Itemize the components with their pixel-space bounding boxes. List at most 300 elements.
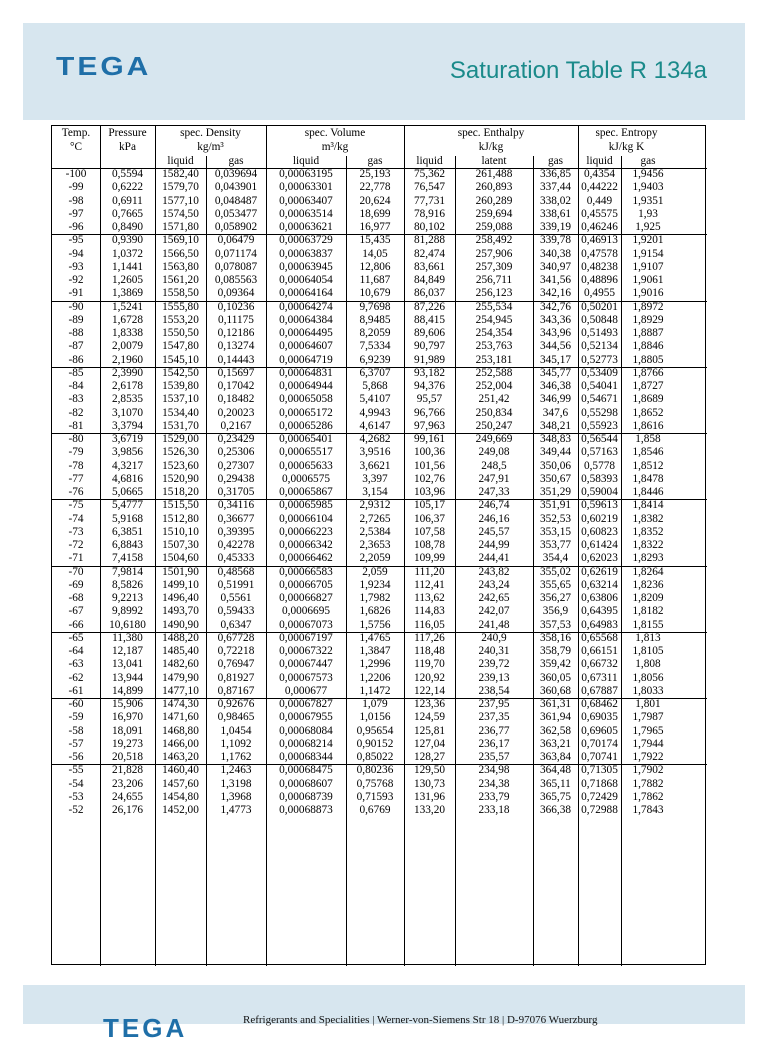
table-cell: 258,492: [475, 234, 513, 247]
table-cell: 109,99: [413, 552, 446, 565]
table-cell: 81,288: [413, 234, 446, 247]
table-cell: 0,50848: [581, 313, 618, 326]
tega-logo: TEGA: [56, 53, 152, 82]
table-cell: 1,8616: [632, 419, 664, 432]
table-cell: 1561,20: [162, 274, 199, 286]
table-cell: 9,7698: [359, 300, 391, 313]
pressure-header: Pressure: [108, 127, 147, 139]
table-cell: 234,38: [478, 777, 510, 790]
table-cell: -73: [68, 525, 84, 538]
table-cell: 0,039694: [214, 168, 258, 180]
table-cell: 1574,50: [162, 207, 199, 220]
table-cell: 3,9516: [359, 446, 391, 459]
table-cell: 0,00064495: [279, 327, 333, 339]
table-cell: 1,8182: [632, 605, 664, 618]
table-cell: -91: [68, 287, 84, 300]
table-cell: 0,00063514: [279, 207, 333, 220]
table-cell: 1485,40: [162, 645, 199, 657]
table-cell: 0,69035: [581, 711, 618, 724]
table-cell: 1,9016: [632, 287, 664, 300]
table-cell: 0,50201: [581, 300, 618, 313]
table-cell: 1,2206: [359, 671, 391, 684]
table-cell: 0,67887: [581, 684, 618, 697]
table-cell: 354,4: [542, 552, 569, 565]
table-cell: 0,048487: [214, 194, 258, 207]
entropy-unit: kJ/kg K: [608, 141, 645, 153]
entropy-gas-sub: gas: [640, 155, 656, 167]
table-cell: 239,72: [478, 658, 510, 671]
table-cell: -55: [68, 764, 84, 777]
table-cell: 0,00068475: [279, 764, 333, 777]
table-cell: 259,694: [475, 207, 513, 220]
table-cell: 339,19: [539, 221, 572, 233]
table-cell: 0,09364: [217, 287, 255, 300]
table-cell: 0,48896: [581, 274, 618, 286]
table-cell: 5,868: [362, 380, 388, 392]
table-cell: 0,7665: [111, 207, 144, 220]
table-cell: 1,8689: [632, 393, 664, 406]
table-cell: 0,00063195: [279, 168, 333, 180]
table-cell: -60: [68, 698, 84, 710]
table-cell: 0,449: [586, 194, 613, 207]
table-cell: 0,45575: [581, 207, 618, 220]
table-cell: 1,2996: [359, 658, 391, 671]
table-cell: 248,5: [481, 459, 507, 472]
table-cell: 0,00064831: [279, 366, 333, 379]
table-cell: 14,899: [111, 684, 144, 697]
table-cell: 4,9943: [359, 406, 391, 419]
table-cell: 0,00065867: [279, 486, 333, 498]
temp-unit: °C: [69, 141, 83, 153]
table-cell: 0,71305: [581, 764, 618, 777]
table-cell: 241,48: [478, 618, 510, 631]
table-cell: 1558,50: [162, 287, 199, 300]
table-cell: 0,00064054: [279, 274, 333, 286]
table-cell: 357,53: [539, 618, 572, 631]
footer-address: Refrigerants and Specialities | Werner-von-Siemens Str 18 | D-97076 Wuerzburg: [243, 1014, 598, 1026]
table-cell: 339,78: [539, 234, 572, 247]
table-cell: 2,5384: [359, 525, 391, 538]
table-cell: 0,68462: [581, 698, 618, 710]
table-cell: 0,55298: [581, 406, 618, 419]
table-cell: 0,98465: [217, 711, 255, 724]
table-cell: 86,037: [413, 287, 446, 300]
table-cell: -80: [68, 433, 84, 445]
table-grid-lines: [52, 126, 707, 966]
table-cell: 131,96: [413, 790, 446, 803]
entropy-liquid-sub: liquid: [586, 155, 613, 167]
table-cell: 250,247: [475, 419, 513, 432]
table-cell: 1,0156: [359, 711, 391, 724]
table-cell: 0,00066462: [279, 552, 333, 565]
table-cell: 1,9201: [632, 234, 664, 247]
table-cell: 244,41: [478, 552, 510, 565]
table-cell: 1,8105: [632, 645, 664, 657]
table-cell: 0,44222: [581, 181, 618, 194]
saturation-table: [51, 125, 706, 965]
enthalpy-gas-sub: gas: [547, 155, 564, 167]
table-cell: 0,00065286: [279, 419, 333, 432]
table-cell: -70: [68, 565, 84, 578]
table-cell: -95: [68, 234, 84, 247]
table-cell: 103,96: [413, 486, 446, 498]
table-cell: 1,8033: [632, 684, 664, 697]
table-cell: 0,00064164: [279, 287, 333, 300]
table-cell: -85: [68, 366, 84, 379]
table-cell: 359,42: [539, 658, 572, 671]
table-cell: 0,46246: [581, 221, 618, 233]
table-cell: 94,376: [413, 380, 446, 392]
table-cell: 356,27: [539, 592, 572, 604]
table-cell: 352,53: [539, 512, 572, 525]
table-cell: 0,4955: [583, 287, 616, 300]
table-cell: 0,72988: [581, 804, 618, 816]
table-cell: 0,55923: [581, 419, 618, 432]
table-cell: 87,226: [413, 300, 446, 313]
table-cell: 8,5826: [111, 578, 144, 591]
table-cell: 118,48: [414, 645, 445, 657]
table-cell: 0,90152: [356, 737, 394, 750]
table-cell: 0,5594: [111, 168, 144, 180]
table-cell: 0,62023: [581, 552, 618, 565]
table-cell: 2,7265: [359, 512, 391, 525]
table-cell: -72: [68, 539, 84, 551]
table-cell: 238,54: [478, 684, 510, 697]
table-cell: 1563,80: [162, 260, 199, 273]
table-cell: 1477,10: [162, 684, 199, 697]
table-cell: 83,661: [413, 260, 446, 273]
table-cell: -94: [68, 247, 84, 260]
table-cell: 25,193: [359, 168, 391, 180]
table-cell: 1,8236: [632, 578, 664, 591]
table-cell: 233,79: [478, 790, 510, 803]
table-cell: 76,547: [413, 181, 446, 194]
table-cell: 249,669: [475, 433, 513, 445]
table-cell: -54: [68, 777, 84, 790]
table-cell: 0,5778: [583, 459, 616, 472]
table-cell: 1,1441: [111, 260, 144, 273]
table-cell: 2,6178: [111, 380, 144, 392]
table-cell: 0,66732: [581, 658, 618, 671]
table-cell: -63: [68, 658, 84, 671]
table-cell: 0,4354: [583, 168, 616, 180]
table-cell: 1,6728: [111, 313, 144, 326]
table-cell: 0,071174: [215, 247, 257, 260]
table-cell: 254,354: [475, 327, 513, 339]
table-cell: 113,62: [414, 592, 445, 604]
table-cell: 252,004: [475, 380, 513, 392]
table-cell: 0,67728: [217, 631, 255, 644]
table-cell: 0,85022: [356, 751, 394, 763]
table-cell: 26,176: [111, 804, 144, 816]
table-cell: -83: [68, 393, 84, 406]
table-cell: 122,14: [413, 684, 446, 697]
table-cell: 15,906: [111, 698, 144, 710]
table-cell: 366,38: [539, 804, 572, 816]
table-cell: 93,182: [413, 366, 446, 379]
table-cell: 348,21: [539, 419, 572, 432]
table-cell: 0,51991: [217, 578, 255, 591]
table-cell: 1529,00: [162, 433, 199, 445]
table-cell: 0,6911: [112, 194, 143, 207]
table-cell: 0,72218: [217, 645, 255, 657]
table-cell: 0,87167: [217, 684, 255, 697]
table-cell: 0,00065985: [279, 499, 333, 512]
table-cell: 0,00068607: [279, 777, 333, 790]
table-cell: 256,123: [475, 287, 513, 300]
volume-gas-sub: gas: [367, 155, 383, 167]
table-cell: 1,5241: [111, 300, 144, 313]
table-cell: 1,813: [635, 631, 661, 644]
table-cell: 4,6816: [111, 472, 144, 485]
table-cell: 1,8446: [632, 486, 664, 498]
table-cell: 1507,30: [162, 539, 199, 551]
table-cell: 2,8535: [111, 393, 144, 406]
table-cell: 249,08: [478, 446, 510, 459]
volume-header: spec. Volume: [304, 127, 366, 139]
table-cell: 1550,50: [162, 327, 199, 339]
table-cell: 7,4158: [111, 552, 144, 565]
table-cell: 1,8846: [632, 340, 664, 353]
table-cell: 1,9107: [632, 260, 664, 273]
table-cell: 237,95: [478, 698, 510, 710]
table-cell: 6,3707: [359, 366, 391, 379]
table-cell: -59: [68, 711, 84, 724]
table-cell: 3,1070: [111, 406, 144, 419]
table-cell: 102,76: [413, 472, 446, 485]
table-cell: 13,041: [111, 658, 144, 671]
table-cell: 362,58: [539, 724, 572, 737]
table-cell: 349,44: [539, 446, 572, 459]
table-cell: 0,00064719: [279, 353, 333, 366]
table-cell: 1526,30: [162, 446, 199, 459]
table-cell: -87: [68, 340, 84, 353]
table-cell: 0,000677: [284, 684, 328, 697]
table-cell: 108,78: [413, 539, 446, 551]
table-cell: 1501,90: [162, 565, 199, 578]
table-cell: 0,0006695: [281, 605, 330, 618]
table-cell: 106,37: [413, 512, 446, 525]
table-cell: 1,3198: [220, 777, 252, 790]
table-cell: 1,7882: [632, 777, 664, 790]
table-cell: 0,34116: [217, 499, 255, 512]
table-cell: 12,806: [359, 260, 391, 273]
table-cell: 0,00066705: [279, 578, 333, 591]
table-cell: 243,82: [478, 565, 510, 578]
table-cell: 2,1960: [111, 353, 144, 366]
table-cell: 361,94: [539, 711, 572, 724]
table-cell: 107,58: [413, 525, 446, 538]
table-cell: 0,00067955: [279, 711, 333, 724]
entropy-header: spec. Entropy: [595, 127, 658, 139]
table-cell: 353,15: [539, 525, 572, 538]
table-cell: 0,00067197: [279, 631, 333, 644]
table-cell: 129,50: [413, 764, 446, 777]
table-cell: 1,7982: [359, 592, 391, 604]
table-cell: -97: [68, 207, 84, 220]
table-cell: 0,31705: [217, 486, 255, 498]
table-cell: -71: [68, 552, 84, 565]
table-cell: 119,70: [414, 658, 445, 671]
table-cell: 0,66151: [581, 645, 618, 657]
table-cell: 75,362: [413, 168, 446, 180]
table-cell: 5,4777: [111, 499, 144, 512]
table-cell: 1,8887: [632, 327, 664, 339]
table-cell: 363,84: [539, 751, 572, 763]
table-cell: -88: [68, 327, 84, 339]
table-cell: 0,00067573: [279, 671, 333, 684]
table-cell: 0,63806: [581, 592, 618, 604]
table-cell: -64: [68, 645, 84, 657]
table-cell: 0,59433: [217, 605, 255, 618]
table-cell: 1,858: [635, 433, 661, 445]
table-cell: 0,20023: [217, 406, 255, 419]
table-cell: 12,187: [111, 645, 144, 657]
table-cell: 8,9485: [359, 313, 391, 326]
table-cell: -92: [68, 274, 84, 286]
table-cell: 0,6222: [111, 181, 144, 194]
table-cell: 0,95654: [356, 724, 394, 737]
table-cell: 0,54671: [581, 393, 618, 406]
table-cell: 0,57163: [581, 446, 618, 459]
table-cell: 0,00068873: [279, 804, 333, 816]
table-cell: 0,10236: [217, 300, 255, 313]
table-cell: -100: [65, 168, 87, 180]
table-cell: 1496,40: [162, 592, 199, 604]
table-cell: 0,8490: [111, 221, 144, 233]
table-cell: 364,48: [539, 764, 572, 777]
table-cell: 116,05: [414, 618, 445, 631]
table-cell: 7,5334: [359, 340, 391, 353]
table-cell: 360,05: [539, 671, 572, 684]
table-cell: 1,3847: [359, 645, 391, 657]
table-cell: 0,48238: [581, 260, 618, 273]
table-cell: 240,31: [478, 645, 510, 657]
enthalpy-unit: kJ/kg: [478, 141, 504, 153]
table-cell: 0,60823: [581, 525, 618, 538]
table-cell: 1,925: [635, 221, 661, 233]
table-cell: 0,46913: [581, 234, 618, 247]
table-cell: 0,00063945: [279, 260, 333, 273]
table-cell: 78,916: [413, 207, 446, 220]
table-cell: 18,091: [111, 724, 144, 737]
table-cell: 1,801: [635, 698, 661, 710]
table-cell: 345,77: [539, 366, 572, 379]
table-cell: 0,75768: [356, 777, 394, 790]
table-cell: 90,797: [413, 340, 446, 353]
table-cell: -86: [68, 353, 84, 366]
table-cell: -66: [68, 618, 84, 631]
page-footer: [23, 985, 745, 1043]
table-cell: 0,27307: [217, 459, 255, 472]
table-cell: -67: [68, 605, 84, 618]
table-cell: 3,397: [362, 472, 388, 485]
table-cell: 1,8512: [632, 459, 664, 472]
table-cell: 0,00066583: [279, 565, 333, 578]
table-cell: 235,57: [478, 751, 510, 763]
table-cell: 0,12186: [217, 327, 255, 339]
table-cell: 1545,10: [162, 353, 199, 366]
table-cell: -56: [68, 751, 84, 763]
table-cell: 1534,40: [162, 406, 199, 419]
table-cell: 0,00067447: [279, 658, 333, 671]
table-cell: 0,06479: [217, 234, 255, 247]
table-cell: 0,00063301: [279, 181, 333, 194]
table-cell: 0,00067827: [279, 698, 333, 710]
table-cell: 3,9856: [111, 446, 144, 459]
table-cell: 13,944: [111, 671, 144, 684]
table-cell: 15,435: [359, 234, 391, 247]
table-cell: 1,3968: [220, 790, 252, 803]
table-cell: 358,16: [539, 631, 572, 644]
table-cell: 1,9061: [632, 274, 664, 286]
table-cell: -76: [68, 486, 84, 498]
table-cell: 0,70741: [581, 751, 618, 763]
table-cell: 340,97: [539, 260, 572, 273]
table-cell: -93: [68, 260, 84, 273]
table-cell: 1542,50: [162, 366, 199, 379]
table-cell: 247,33: [478, 486, 510, 498]
density-unit: kg/m³: [197, 141, 224, 153]
table-cell: 1,8264: [632, 565, 664, 578]
table-cell: 0,043901: [214, 181, 258, 194]
table-cell: 1,8972: [632, 300, 664, 313]
table-cell: 239,13: [478, 671, 510, 684]
table-cell: 5,0665: [111, 486, 144, 498]
table-cell: 1,0372: [111, 247, 144, 260]
table-cell: 130,73: [413, 777, 446, 790]
table-cell: 0,17042: [217, 380, 255, 392]
table-cell: 1,1762: [220, 751, 252, 763]
table-cell: 3,6719: [111, 433, 144, 445]
table-cell: 3,6621: [359, 459, 391, 472]
table-cell: 0,00064944: [279, 380, 333, 392]
table-cell: 338,02: [539, 194, 572, 207]
table-cell: -77: [68, 472, 84, 485]
table-cell: 95,57: [416, 393, 443, 406]
table-cell: 1452,00: [162, 804, 199, 816]
table-cell: 2,0079: [111, 340, 144, 353]
table-cell: 11,380: [112, 631, 143, 644]
table-cell: -58: [68, 724, 84, 737]
table-cell: 0,59613: [581, 499, 618, 512]
table-cell: -99: [68, 181, 84, 194]
table-cell: 1520,90: [162, 472, 199, 485]
table-cell: 6,8843: [111, 539, 144, 551]
table-cell: 350,06: [539, 459, 572, 472]
table-cell: 0,00065172: [279, 406, 333, 419]
table-cell: 358,79: [539, 645, 572, 657]
table-cell: 0,61424: [581, 539, 618, 551]
table-cell: 1,8929: [632, 313, 664, 326]
table-cell: 0,23429: [217, 433, 255, 445]
table-cell: 91,989: [413, 353, 446, 366]
table-cell: 88,415: [413, 313, 446, 326]
page-header: [23, 23, 745, 120]
table-cell: 5,9168: [111, 512, 144, 525]
table-cell: 240,9: [481, 631, 507, 644]
table-cell: 261,488: [475, 168, 513, 180]
table-cell: 1,8727: [632, 380, 664, 392]
table-cell: 1,8352: [632, 525, 664, 538]
table-cell: 365,75: [539, 790, 572, 803]
table-cell: 260,893: [475, 181, 513, 194]
table-cell: -74: [68, 512, 84, 525]
table-cell: 18,699: [359, 207, 391, 220]
table-cell: 4,2682: [359, 433, 391, 445]
pressure-unit: kPa: [119, 141, 136, 153]
table-cell: 0,13274: [217, 340, 255, 353]
